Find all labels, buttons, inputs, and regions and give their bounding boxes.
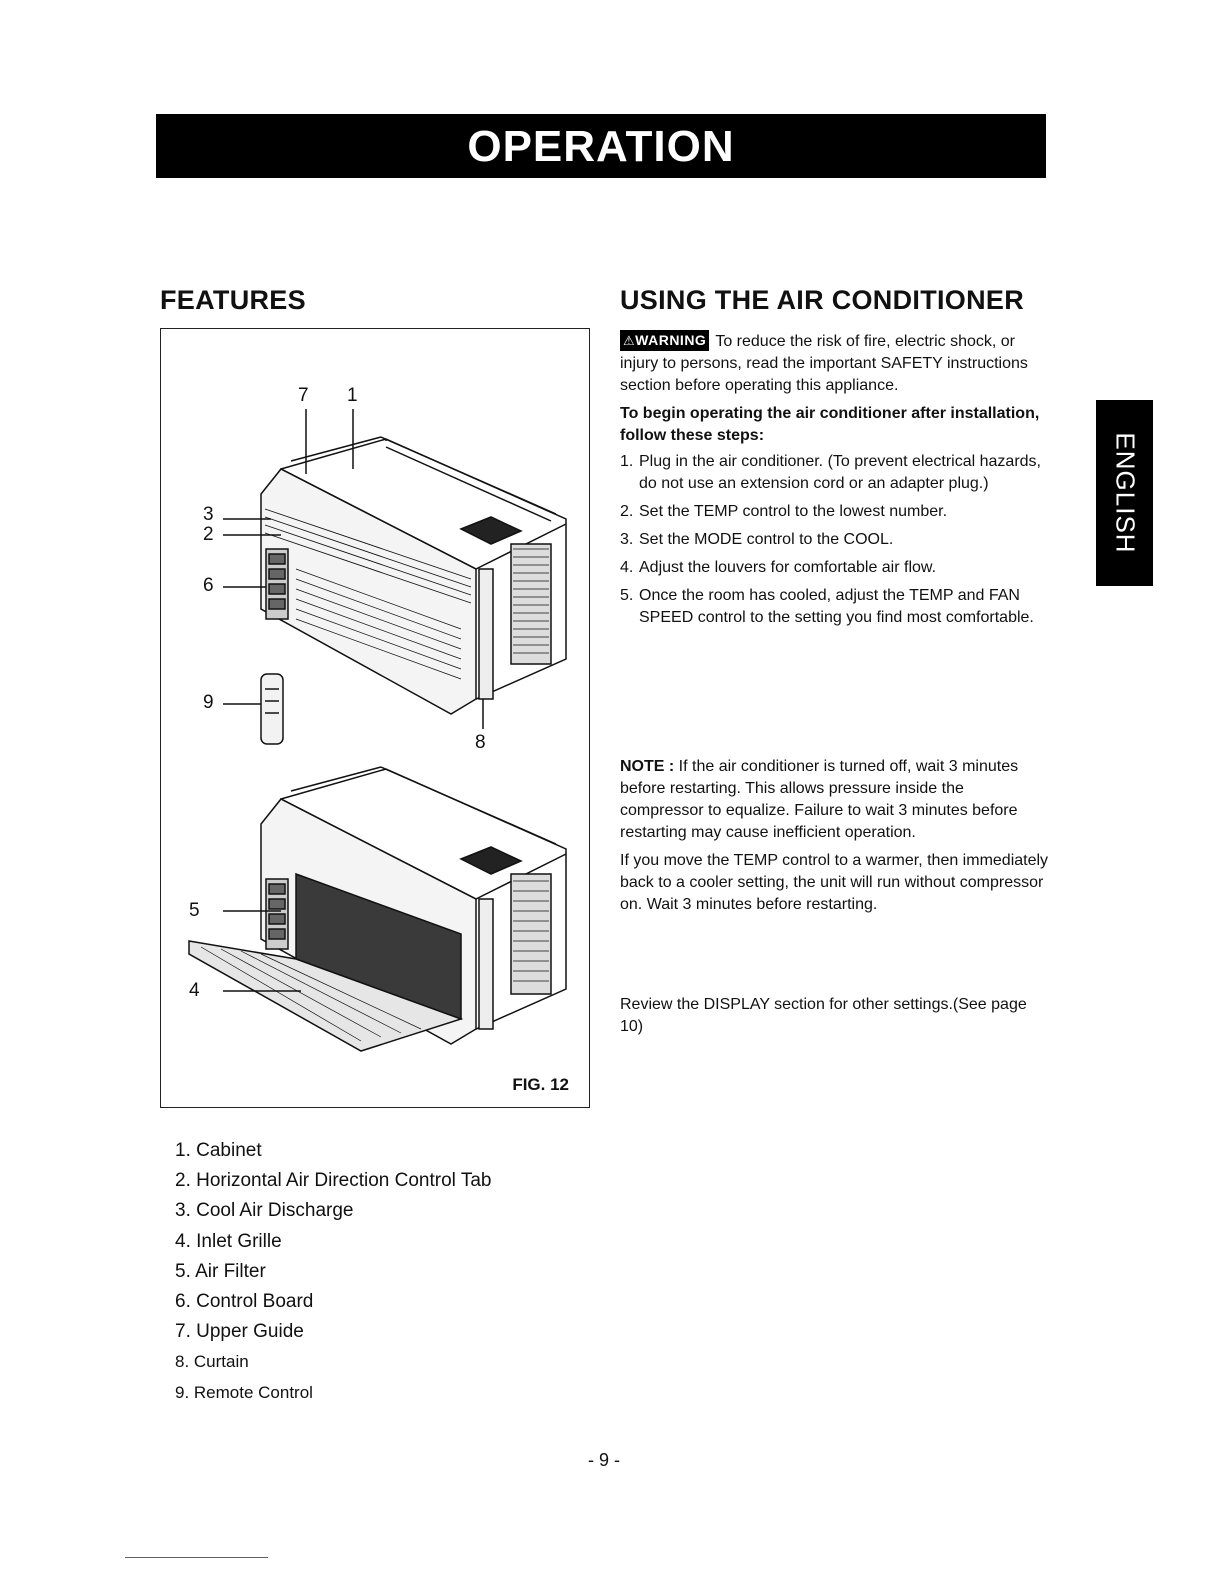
warning-paragraph	[620, 330, 1050, 397]
part-item: 2. Horizontal Air Direction Control Tab	[175, 1170, 492, 1192]
step-number: 5.	[620, 587, 634, 604]
warning-badge	[620, 330, 709, 351]
callout-4: 4	[189, 980, 200, 1001]
step-item	[620, 501, 1050, 523]
step-item	[620, 451, 1050, 495]
step-number: 2.	[620, 503, 634, 520]
steps-intro: To begin operating the air conditioner after installation, follow these steps:	[620, 405, 1040, 444]
note-text: If the air conditioner is turned off, wait 3 minutes before restarting. This allows pressure inside the compressor to equalize. Failure to wait 3 minutes before restarting may cause inefficient operation.	[620, 758, 1019, 841]
callout-5: 5	[189, 900, 200, 921]
callout-6: 6	[203, 575, 214, 596]
step-item	[620, 557, 1050, 579]
part-item: 5. Air Filter	[175, 1260, 266, 1282]
features-heading: FEATURES	[160, 285, 306, 315]
step-text: Once the room has cooled, adjust the TEMP and FAN SPEED control to the setting you find most comfortable.	[639, 587, 1034, 626]
step-item	[620, 585, 1050, 629]
warning-badge-label: WARNING	[635, 332, 707, 348]
note-block	[620, 756, 1050, 922]
part-item: 6. Control Board	[175, 1290, 314, 1312]
step-number: 1.	[620, 453, 634, 470]
part-item: 9. Remote Control	[175, 1382, 313, 1402]
using-instructions	[620, 330, 1050, 635]
part-item: 3. Cool Air Discharge	[175, 1200, 354, 1222]
step-text: Set the MODE control to the COOL.	[639, 531, 894, 548]
part-item: 8. Curtain	[175, 1352, 249, 1372]
warning-triangle-icon: ⚠	[623, 333, 636, 348]
callout-9: 9	[203, 692, 214, 713]
callout-7: 7	[298, 385, 309, 406]
note-label: NOTE :	[620, 758, 675, 775]
language-tab-label: ENGLISH	[1110, 432, 1140, 554]
part-item: 4. Inlet Grille	[175, 1230, 282, 1252]
note-paragraph-2: If you move the TEMP control to a warmer, then immediately back to a cooler setting, the unit will run without compressor on. Wait 3 minutes before restarting.	[620, 852, 1049, 913]
callout-3: 3	[203, 504, 214, 525]
step-text: Plug in the air conditioner. (To prevent electrical hazards, do not use an extension cord or an adapter plug.)	[639, 453, 1041, 492]
note-paragraph	[620, 756, 1050, 844]
step-item	[620, 529, 1050, 551]
figure-caption: FIG. 12	[512, 1075, 569, 1094]
steps-list	[620, 451, 1050, 629]
upper-unit-front	[261, 469, 476, 714]
callout-8: 8	[475, 732, 486, 753]
air-conditioner-illustration	[161, 329, 591, 1109]
part-item: 7. Upper Guide	[175, 1321, 304, 1343]
warning-text: To reduce the risk of fire, electric shock, or injury to persons, read the important SAFETY instructions section before operating this appliance.	[620, 333, 1028, 394]
review-display-note: Review the DISPLAY section for other settings.(See page 10)	[620, 996, 1027, 1035]
step-number: 4.	[620, 559, 634, 576]
features-figure	[160, 328, 590, 1108]
footer-rule	[125, 1557, 268, 1558]
callout-2: 2	[203, 524, 214, 545]
callout-1: 1	[347, 385, 358, 406]
step-text: Set the TEMP control to the lowest number.	[639, 503, 948, 520]
page-number: - 9 -	[588, 1450, 621, 1470]
using-heading: USING THE AIR CONDITIONER	[620, 285, 1025, 315]
language-tab	[1096, 400, 1153, 586]
part-item: 1. Cabinet	[175, 1140, 262, 1161]
step-number: 3.	[620, 531, 634, 548]
step-text: Adjust the louvers for comfortable air flow.	[639, 559, 937, 576]
parts-list	[175, 1136, 491, 1408]
page-title-banner: OPERATION	[156, 114, 1046, 178]
